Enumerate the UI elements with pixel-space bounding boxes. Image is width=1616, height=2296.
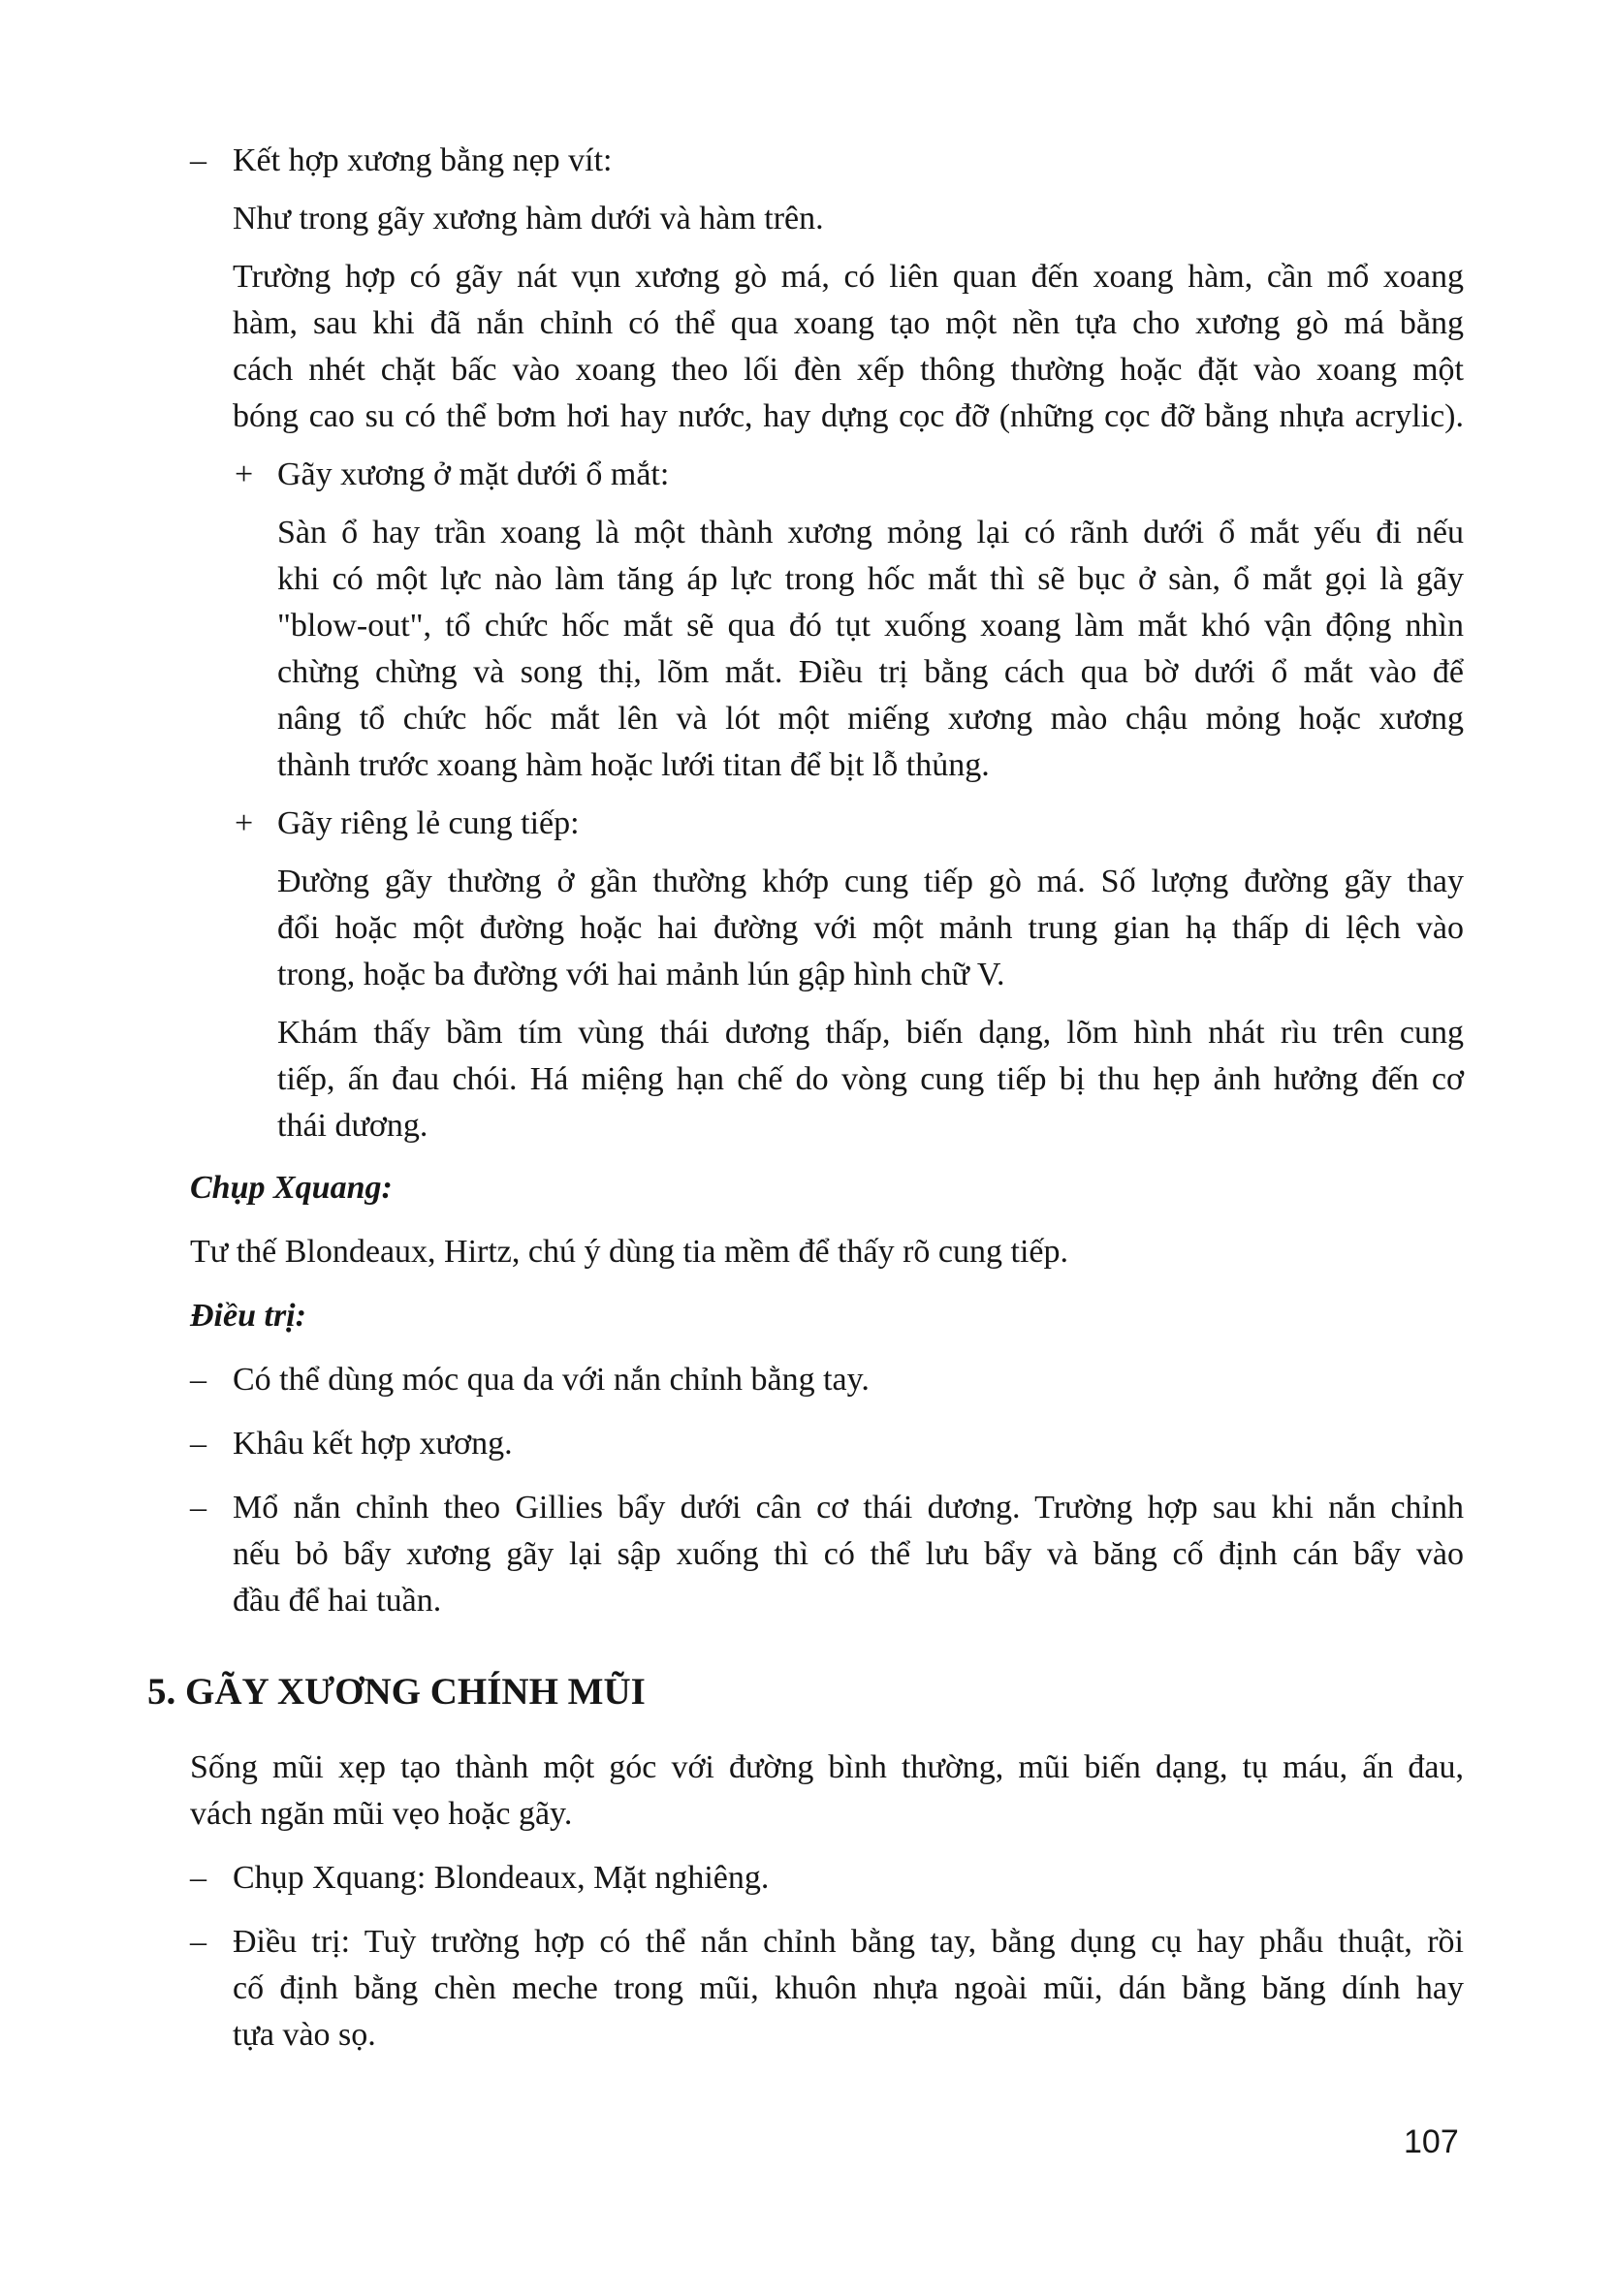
paragraph-line: thái dương. [277, 1108, 428, 1144]
paragraph-line: trong, hoặc ba đường với hai mảnh lún gập hình chữ V. [277, 957, 1005, 992]
list-item-line: Mổ nắn chỉnh theo Gillies bẩy dưới cân cơ thái dương. Trường hợp sau khi nắn chỉnh [233, 1490, 1464, 1525]
paragraph-line: vách ngăn mũi vẹo hoặc gãy. [190, 1796, 573, 1832]
list-item-line: nếu bỏ bẩy xương gãy lại sập xuống thì có thể lưu bẩy và băng cố định cán bẩy vào [233, 1536, 1464, 1572]
plus-bullet: + [235, 456, 254, 492]
paragraph-line: "blow-out", tổ chức hốc mắt sẽ qua đó tụt xuống xoang làm mắt khó vận động nhìn [277, 608, 1464, 644]
list-item-title: Gãy riêng lẻ cung tiếp: [277, 805, 580, 841]
paragraph: Tư thế Blondeaux, Hirtz, chú ý dùng tia mềm để thấy rõ cung tiếp. [190, 1234, 1068, 1270]
list-item-line: tựa vào sọ. [233, 2017, 376, 2053]
paragraph-line: tiếp, ấn đau chói. Há miệng hạn chế do vòng cung tiếp bị thu hẹp ảnh hưởng đến cơ [277, 1061, 1464, 1097]
paragraph-line: Đường gãy thường ở gần thường khớp cung tiếp gò má. Số lượng đường gãy thay [277, 864, 1464, 899]
list-item: Chụp Xquang: Blondeaux, Mặt nghiêng. [233, 1860, 770, 1896]
dash-bullet: – [190, 1426, 206, 1462]
paragraph-line: khi có một lực nào làm tăng áp lực trong hốc mắt thì sẽ bục ở sàn, ổ mắt gọi là gãy [277, 561, 1464, 597]
paragraph-line: Sống mũi xẹp tạo thành một góc với đường bình thường, mũi biến dạng, tụ máu, ấn đau, [190, 1749, 1464, 1785]
dash-bullet: – [190, 1490, 206, 1525]
list-item-line: đầu để hai tuần. [233, 1583, 442, 1619]
list-item-line: cố định bằng chèn meche trong mũi, khuôn nhựa ngoài mũi, dán bằng băng dính hay [233, 1970, 1464, 2006]
page-number: 107 [1404, 2123, 1459, 2160]
paragraph-line: đổi hoặc một đường hoặc hai đường với một mảnh trung gian hạ thấp di lệch vào [277, 910, 1464, 946]
plus-bullet: + [235, 805, 254, 841]
paragraph-line: bóng cao su có thể bơm hơi hay nước, hay dựng cọc đỡ (những cọc đỡ bằng nhựa acrylic). [233, 398, 1464, 434]
section-heading: 5. GÃY XƯƠNG CHÍNH MŨI [147, 1671, 646, 1713]
paragraph-line: Khám thấy bầm tím vùng thái dương thấp, biến dạng, lõm hình nhát rìu trên cung [277, 1015, 1464, 1051]
dash-bullet: – [190, 1362, 206, 1398]
list-item: Có thể dùng móc qua da với nắn chỉnh bằng tay. [233, 1362, 870, 1398]
paragraph-line: nâng tổ chức hốc mắt lên và lót một miếng xương mào chậu mỏng hoặc xương [277, 701, 1464, 737]
paragraph-line: Sàn ổ hay trần xoang là một thành xương mỏng lại có rãnh dưới ổ mắt yếu đi nếu [277, 515, 1464, 550]
list-item-title: Gãy xương ở mặt dưới ổ mắt: [277, 456, 670, 492]
paragraph: Như trong gãy xương hàm dưới và hàm trên. [233, 201, 824, 236]
list-item-line: Điều trị: Tuỳ trường hợp có thể nắn chỉnh bằng tay, bằng dụng cụ hay phẫu thuật, rồi [233, 1924, 1464, 1960]
paragraph-line: chừng chừng và song thị, lõm mắt. Điều trị bằng cách qua bờ dưới ổ mắt vào để [277, 654, 1464, 690]
list-item: Khâu kết hợp xương. [233, 1426, 513, 1462]
paragraph-line: cách nhét chặt bấc vào xoang theo lối đèn xếp thông thường hoặc đặt vào xoang một [233, 352, 1464, 388]
subheading: Chụp Xquang: [190, 1170, 393, 1206]
dash-bullet: – [190, 1860, 206, 1896]
dash-bullet: – [190, 142, 206, 178]
paragraph-line: Trường hợp có gãy nát vụn xương gò má, có liên quan đến xoang hàm, cần mổ xoang [233, 259, 1464, 295]
paragraph-line: hàm, sau khi đã nắn chỉnh có thể qua xoang tạo một nền tựa cho xương gò má bằng [233, 305, 1464, 341]
list-item-title: Kết hợp xương bằng nẹp vít: [233, 142, 613, 178]
subheading: Điều trị: [190, 1298, 306, 1334]
dash-bullet: – [190, 1924, 206, 1960]
paragraph-line: thành trước xoang hàm hoặc lưới titan để bịt lỗ thủng. [277, 747, 990, 783]
